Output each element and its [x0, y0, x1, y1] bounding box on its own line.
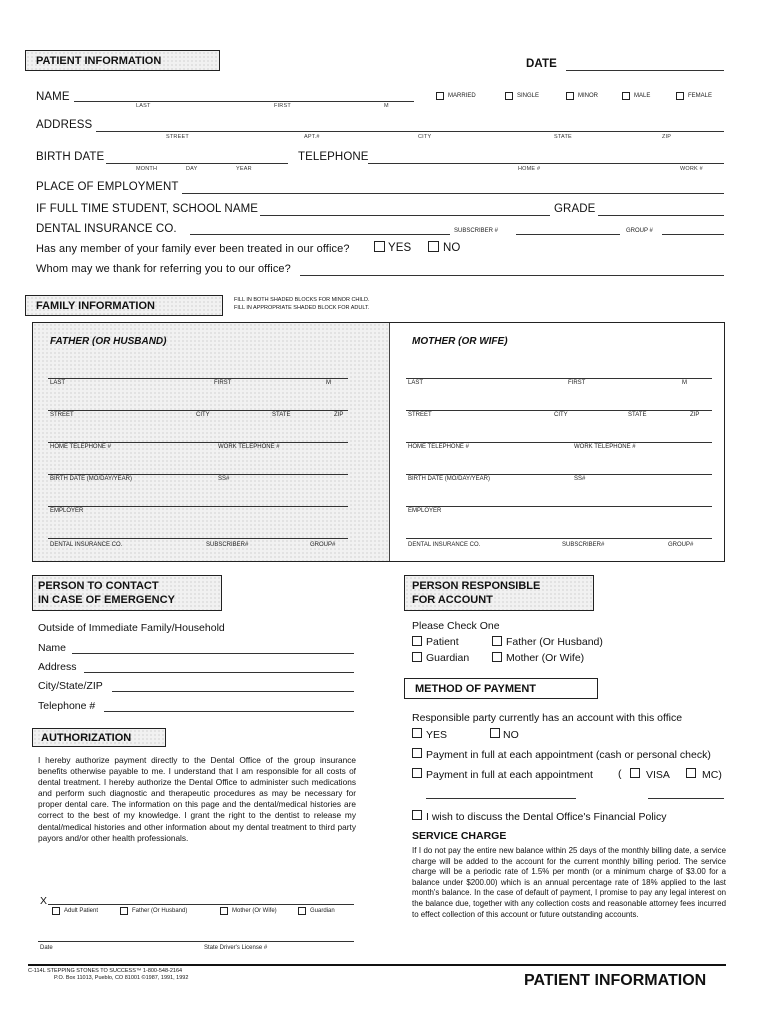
emergency-address-field[interactable] [84, 672, 354, 673]
mother-insurance-line[interactable] [406, 538, 712, 539]
mother-subscriber-caption: SUBSCRIBER# [562, 542, 605, 548]
subscriber-label: SUBSCRIBER # [454, 228, 499, 234]
sign-guardian-checkbox[interactable] [298, 907, 306, 915]
sign-father-label: Father (Or Husband) [132, 908, 188, 914]
emergency-phone-field[interactable] [104, 711, 354, 712]
sign-adult-checkbox[interactable] [52, 907, 60, 915]
referral-question: Whom may we thank for referring you to our office? [36, 263, 291, 275]
pay-cash-label: Payment in full at each appointment (cash or personal check) [426, 749, 711, 761]
father-m-caption: M [326, 380, 331, 386]
father-home-tel-caption: HOME TELEPHONE # [50, 444, 111, 450]
footer-line-1: C-114L STEPPING STONES TO SUCCESS™ 1-800-548-2164 [28, 968, 183, 974]
mother-zip-caption: ZIP [690, 412, 700, 418]
married-label: MARRIED [448, 93, 476, 99]
emergency-address-label: Address [38, 661, 77, 673]
mother-birth-line[interactable] [406, 474, 712, 475]
treated-yes-checkbox[interactable] [374, 241, 385, 252]
father-zip-caption: ZIP [334, 412, 344, 418]
resp-father-label: Father (Or Husband) [506, 636, 603, 648]
mother-first-caption: FIRST [568, 380, 586, 386]
resp-father-checkbox[interactable] [492, 636, 502, 646]
group-field[interactable] [662, 234, 724, 235]
mother-city-caption: CITY [554, 412, 568, 418]
grade-label: GRADE [554, 203, 596, 215]
mother-phone-line[interactable] [406, 442, 712, 443]
birth-date-field[interactable] [106, 163, 288, 164]
father-birth-caption: BIRTH DATE (MO/DAY/YEAR) [50, 476, 133, 482]
mc-label: MC) [702, 769, 722, 781]
mother-employer-caption: EMPLOYER [408, 508, 442, 514]
father-insurance-caption: DENTAL INSURANCE CO. [50, 542, 123, 548]
mother-employer-line[interactable] [406, 506, 712, 507]
telephone-label: TELEPHONE [298, 151, 369, 163]
emergency-city-field[interactable] [112, 691, 354, 692]
father-phone-line[interactable] [48, 442, 348, 443]
minor-checkbox[interactable] [566, 92, 574, 100]
sign-father-checkbox[interactable] [120, 907, 128, 915]
minor-label: MINOR [578, 93, 598, 99]
mother-ss-caption: SS# [574, 476, 586, 482]
resp-patient-label: Patient [426, 636, 459, 648]
pay-cash-checkbox[interactable] [412, 748, 422, 758]
footer-line-2: P.O. Box 11013, Pueblo, CO 81001 ©1987, 1991, 1992 [54, 975, 189, 981]
father-insurance-line[interactable] [48, 538, 348, 539]
street-caption: STREET [166, 134, 189, 140]
footer-rule [28, 964, 726, 966]
family-note-1: FILL IN BOTH SHADED BLOCKS FOR MINOR CHILD. [234, 297, 370, 303]
apt-caption: APT.# [304, 134, 320, 140]
card-number-line[interactable] [426, 798, 576, 799]
mother-group-caption: GROUP# [668, 542, 694, 548]
telephone-field[interactable] [368, 163, 724, 164]
work-tel-caption: WORK # [680, 166, 703, 172]
account-yes-label: YES [426, 729, 448, 741]
account-question: Responsible party currently has an account with this office [412, 712, 683, 724]
name-label: NAME [36, 91, 70, 103]
visa-label: VISA [646, 769, 670, 781]
mother-insurance-caption: DENTAL INSURANCE CO. [408, 542, 481, 548]
father-state-caption: STATE [272, 412, 291, 418]
mother-home-tel-caption: HOME TELEPHONE # [408, 444, 469, 450]
mother-heading: MOTHER (OR WIFE) [412, 336, 508, 347]
payment-header: METHOD OF PAYMENT [404, 678, 598, 699]
date-label: DATE [526, 58, 557, 70]
mother-birth-caption: BIRTH DATE (MO/DAY/YEAR) [408, 476, 491, 482]
mother-last-caption: LAST [408, 380, 424, 386]
visa-checkbox[interactable] [630, 768, 640, 778]
treated-no-label: NO [443, 242, 461, 254]
address-field[interactable] [96, 131, 724, 132]
sign-adult-label: Adult Patient [64, 908, 99, 914]
sign-mother-label: Mother (Or Wife) [232, 908, 277, 914]
birth-date-label: BIRTH DATE [36, 151, 105, 163]
father-birth-line[interactable] [48, 474, 348, 475]
check-one-label: Please Check One [412, 620, 500, 632]
name-field[interactable] [74, 101, 414, 102]
signature-x: X [40, 895, 48, 907]
emergency-header-1: PERSON TO CONTACT [38, 580, 159, 592]
school-label: IF FULL TIME STUDENT, SCHOOL NAME [36, 203, 259, 215]
emergency-phone-label: Telephone # [38, 700, 96, 712]
emergency-name-field[interactable] [72, 653, 354, 654]
responsible-header-1: PERSON RESPONSIBLE [412, 580, 541, 592]
authorization-text: I hereby authorize payment directly to the Dental Office of the group insurance benefits otherwise payable to me. I understand that I am responsible for all costs of dental treatment. I hereby authorize the Dental Office to administer such medications and perform such diagnostic and therapeutic procedures as may be necessary for proper dental care. The information on this page and the dental/medical histories are correct to the best of my knowledge. I grant the right to the dentist to release my dental/medical histories and other information about my dental treatment to third party payors and/or other health professionals. [38, 755, 356, 843]
resp-mother-label: Mother (Or Wife) [506, 652, 585, 664]
single-label: SINGLE [517, 93, 540, 99]
mother-state-caption: STATE [628, 412, 647, 418]
city-caption: CITY [418, 134, 432, 140]
grade-field[interactable] [598, 215, 724, 216]
authorization-header: AUTHORIZATION [32, 728, 166, 747]
signature-line[interactable] [48, 904, 354, 905]
sign-mother-checkbox[interactable] [220, 907, 228, 915]
father-group-caption: GROUP# [310, 542, 336, 548]
account-no-checkbox[interactable] [490, 728, 500, 738]
auth-date-caption: Date [40, 945, 53, 951]
father-employer-caption: EMPLOYER [50, 508, 84, 514]
name-m-caption: M [384, 103, 389, 109]
female-label: FEMALE [688, 93, 713, 99]
date-license-line[interactable] [38, 941, 354, 942]
mother-address-line[interactable] [406, 410, 712, 411]
mother-name-line[interactable] [406, 378, 712, 379]
emergency-name-label: Name [38, 642, 67, 654]
resp-guardian-label: Guardian [426, 652, 470, 664]
name-last-caption: LAST [136, 103, 151, 109]
subscriber-field[interactable] [516, 234, 620, 235]
treated-question: Has any member of your family ever been treated in our office? [36, 243, 350, 255]
father-city-caption: CITY [196, 412, 210, 418]
resp-mother-checkbox[interactable] [492, 652, 502, 662]
group-label: GROUP # [626, 228, 653, 234]
mother-work-tel-caption: WORK TELEPHONE # [574, 444, 636, 450]
emergency-header-2: IN CASE OF EMERGENCY [38, 594, 175, 606]
service-charge-text: If I do not pay the entire new balance within 25 days of the monthly billing date, a service charge will be added to the account for the current monthly billing period. The service charge will be a periodic rate of 1.5% per month (or a minimum charge of $3.00 for a balance under $200.00) which is an annual percentage rate of 18% applied to the last month's balance. In the case of default of payment, I promise to pay any legal interest on the balance due, together with any collection costs and reasonable attorney fees incurred to effect collection of this account or future outstanding accounts. [412, 846, 726, 919]
treated-no-checkbox[interactable] [428, 241, 439, 252]
family-divider [389, 323, 390, 561]
account-no-label: NO [503, 729, 519, 741]
responsible-header-2: FOR ACCOUNT [412, 594, 493, 606]
service-charge-title: SERVICE CHARGE [412, 830, 507, 842]
female-checkbox[interactable] [676, 92, 684, 100]
family-info-header: FAMILY INFORMATION [25, 295, 223, 316]
name-first-caption: FIRST [274, 103, 291, 109]
father-employer-line[interactable] [48, 506, 348, 507]
insurance-field[interactable] [190, 234, 450, 235]
father-address-line[interactable] [48, 410, 348, 411]
pay-card-label: Payment in full at each appointment [426, 769, 593, 781]
year-caption: YEAR [236, 166, 252, 172]
father-ss-caption: SS# [218, 476, 230, 482]
emergency-city-label: City/State/ZIP [38, 680, 103, 692]
treated-yes-label: YES [388, 242, 412, 254]
father-heading: FATHER (OR HUSBAND) [50, 336, 167, 347]
employment-label: PLACE OF EMPLOYMENT [36, 181, 179, 193]
father-first-caption: FIRST [214, 380, 232, 386]
married-checkbox[interactable] [436, 92, 444, 100]
father-name-line[interactable] [48, 378, 348, 379]
school-field[interactable] [260, 215, 550, 216]
mc-checkbox[interactable] [686, 768, 696, 778]
date-field[interactable] [566, 70, 724, 71]
employment-field[interactable] [182, 193, 724, 194]
pay-card-checkbox[interactable] [412, 768, 422, 778]
father-last-caption: LAST [50, 380, 66, 386]
card-open-paren: ( [618, 768, 622, 780]
month-caption: MONTH [136, 166, 158, 172]
resp-patient-checkbox[interactable] [412, 636, 422, 646]
discuss-policy-label: I wish to discuss the Dental Office's Financial Policy [426, 811, 667, 823]
account-yes-checkbox[interactable] [412, 728, 422, 738]
patient-info-header: PATIENT INFORMATION [25, 50, 220, 71]
insurance-label: DENTAL INSURANCE CO. [36, 223, 177, 235]
zip-caption: ZIP [662, 134, 672, 140]
sign-guardian-label: Guardian [310, 908, 335, 914]
footer-title: PATIENT INFORMATION [524, 972, 707, 989]
family-note-2: FILL IN APPROPRIATE SHADED BLOCK FOR ADULT. [234, 305, 370, 311]
discuss-policy-checkbox[interactable] [412, 810, 422, 820]
male-label: MALE [634, 93, 651, 99]
male-checkbox[interactable] [622, 92, 630, 100]
state-caption: STATE [554, 134, 572, 140]
resp-guardian-checkbox[interactable] [412, 652, 422, 662]
mother-m-caption: M [682, 380, 687, 386]
referral-field[interactable] [300, 275, 724, 276]
address-label: ADDRESS [36, 119, 93, 131]
father-subscriber-caption: SUBSCRIBER# [206, 542, 249, 548]
father-work-tel-caption: WORK TELEPHONE # [218, 444, 280, 450]
father-street-caption: STREET [50, 412, 74, 418]
day-caption: DAY [186, 166, 198, 172]
card-expiry-line[interactable] [648, 798, 724, 799]
home-tel-caption: HOME # [518, 166, 541, 172]
mother-street-caption: STREET [408, 412, 432, 418]
emergency-outside-label: Outside of Immediate Family/Household [38, 622, 225, 634]
single-checkbox[interactable] [505, 92, 513, 100]
license-caption: State Driver's License # [204, 945, 268, 951]
